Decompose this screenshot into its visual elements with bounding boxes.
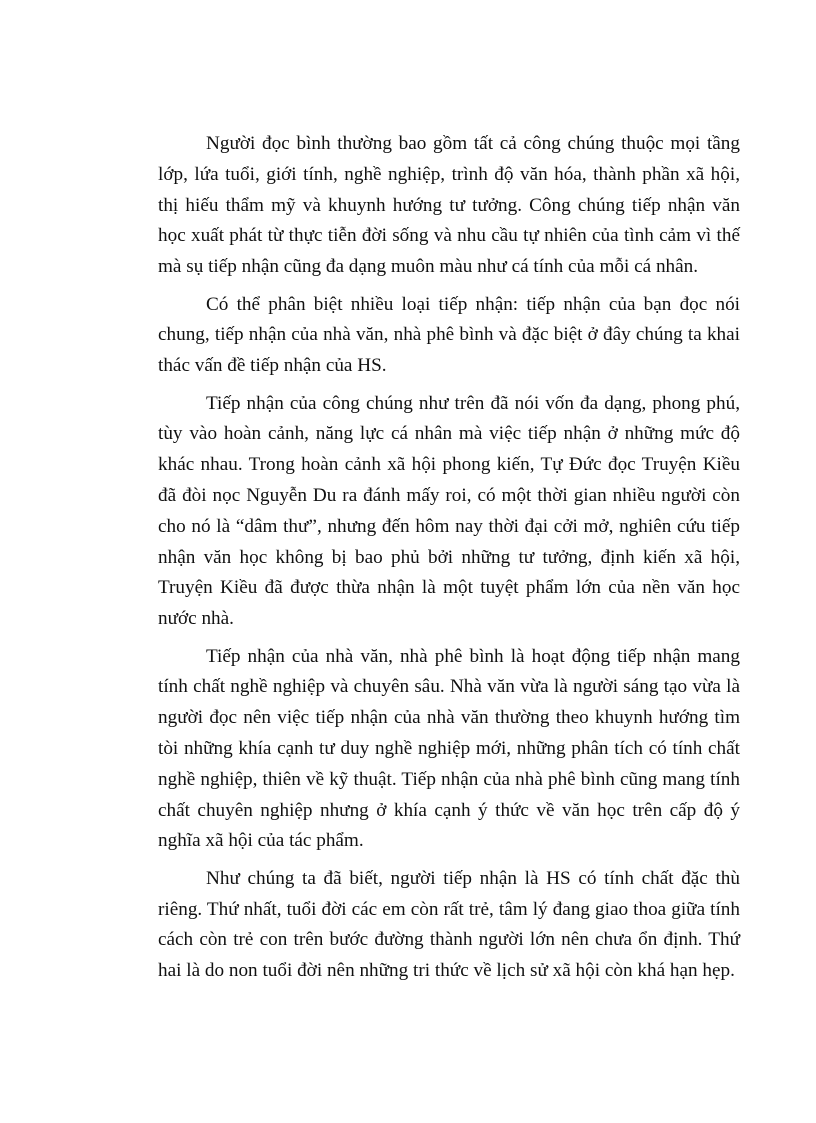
paragraph-writer-critic-reception: Tiếp nhận của nhà văn, nhà phê bình là hoạt động tiếp nhận mang tính chất nghề nghiệp và chuyên sâu. Nhà văn vừa là người sáng tạo vừa là người đọc nên việc tiếp nhận của nhà văn thường theo khuynh hướng tìm tòi những khía cạnh tư duy nghề nghiệp mới, những phân tích có tính chất nghề nghiệp, thiên về kỹ thuật. Tiếp nhận của nhà phê bình cũng mang tính chất chuyên nghiệp nhưng ở khía cạnh ý thức về văn học trên cấp độ ý nghĩa xã hội của tác phẩm. (158, 645, 740, 852)
paragraph-general-readers: Người đọc bình thường bao gồm tất cả công chúng thuộc mọi tầng lớp, lứa tuổi, giới tính, nghề nghiệp, trình độ văn hóa, thành phần xã hội, thị hiếu thẩm mỹ và khuynh hướng tư tưởng. Công chúng tiếp nhận văn học xuất phát từ thực tiễn đời sống và nhu cầu tự nhiên của tình cảm vì thế mà sụ tiếp nhận cũng đa dạng muôn màu như cá tính của mỗi cá nhân. (158, 133, 740, 278)
paragraph-public-reception: Tiếp nhận của công chúng như trên đã nói vốn đa dạng, phong phú, tùy vào hoàn cảnh, năng lực cá nhân mà việc tiếp nhận ở những mức độ khác nhau. Trong hoàn cảnh xã hội phong kiến, Tự Đức đọc Truyện Kiều đã đòi nọc Nguyễn Du ra đánh mấy roi, có một thời gian nhiều người còn cho nó là “dâm thư”, nhưng đến hôm nay thời đại cởi mở, nghiên cứu tiếp nhận văn học không bị bao phủ bởi những tư tưởng, định kiến xã hội, Truyện Kiều đã được thừa nhận là một tuyệt phẩm lớn của nền văn học nước nhà. (158, 392, 740, 630)
paragraph-reception-types: Có thể phân biệt nhiều loại tiếp nhận: tiếp nhận của bạn đọc nói chung, tiếp nhận của nhà văn, nhà phê bình và đặc biệt ở đây chúng ta khai thác vấn đề tiếp nhận của HS. (158, 293, 740, 377)
document-body (158, 129, 740, 993)
paragraph-student-reception: Như chúng ta đã biết, người tiếp nhận là HS có tính chất đặc thù riêng. Thứ nhất, tuổi đời các em còn rất trẻ, tâm lý đang giao thoa giữa tính cách còn trẻ con trên bước đường thành người lớn nên chưa ổn định. Thứ hai là do non tuổi đời nên những tri thức về lịch sử xã hội còn khá hạn hẹp. (158, 867, 740, 982)
